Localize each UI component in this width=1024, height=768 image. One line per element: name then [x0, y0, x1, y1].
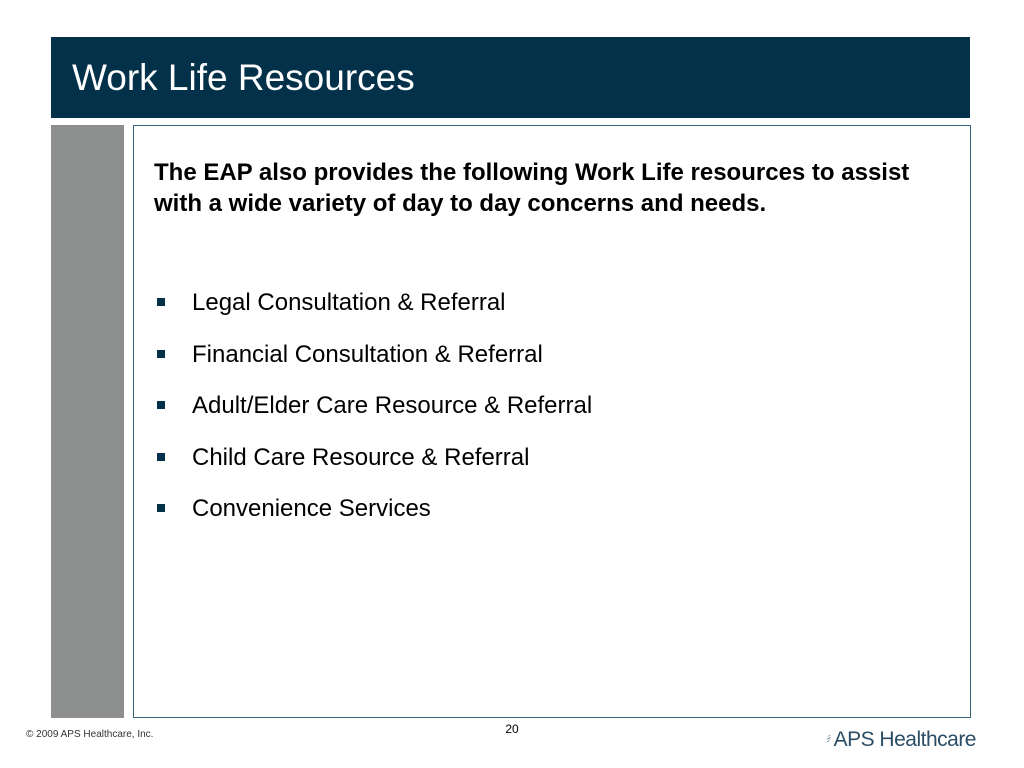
copyright-text: © 2009 APS Healthcare, Inc. — [26, 729, 154, 740]
side-accent-bar — [51, 125, 124, 718]
bullet-text: Legal Consultation & Referral — [192, 289, 506, 316]
intro-text: The EAP also provides the following Work Life resources to assist with a wide variety of day to day concerns and needs. — [154, 159, 910, 217]
list-item — [154, 444, 592, 496]
bullet-text: Adult/Elder Care Resource & Referral — [192, 392, 593, 419]
list-item — [154, 392, 592, 444]
bullet-text: Convenience Services — [192, 495, 431, 522]
bullet-text: Child Care Resource & Referral — [192, 443, 530, 471]
list-item — [154, 341, 592, 393]
square-bullet-icon — [157, 350, 165, 358]
square-bullet-icon — [157, 298, 165, 306]
square-bullet-icon — [157, 453, 165, 461]
bullet-list — [154, 289, 592, 547]
aps-healthcare-logo-icon — [826, 726, 833, 752]
list-item — [154, 495, 592, 547]
title-bar — [51, 37, 970, 118]
logo-text: APS Healthcare — [833, 728, 976, 751]
square-bullet-icon — [157, 401, 165, 409]
company-logo — [826, 720, 976, 752]
list-item — [154, 289, 592, 341]
content-box — [133, 125, 971, 718]
page-number: 20 — [505, 722, 519, 736]
square-bullet-icon — [157, 504, 165, 512]
bullet-text: Financial Consultation & Referral — [192, 340, 543, 368]
slide-title: Work Life Resources — [72, 57, 415, 98]
